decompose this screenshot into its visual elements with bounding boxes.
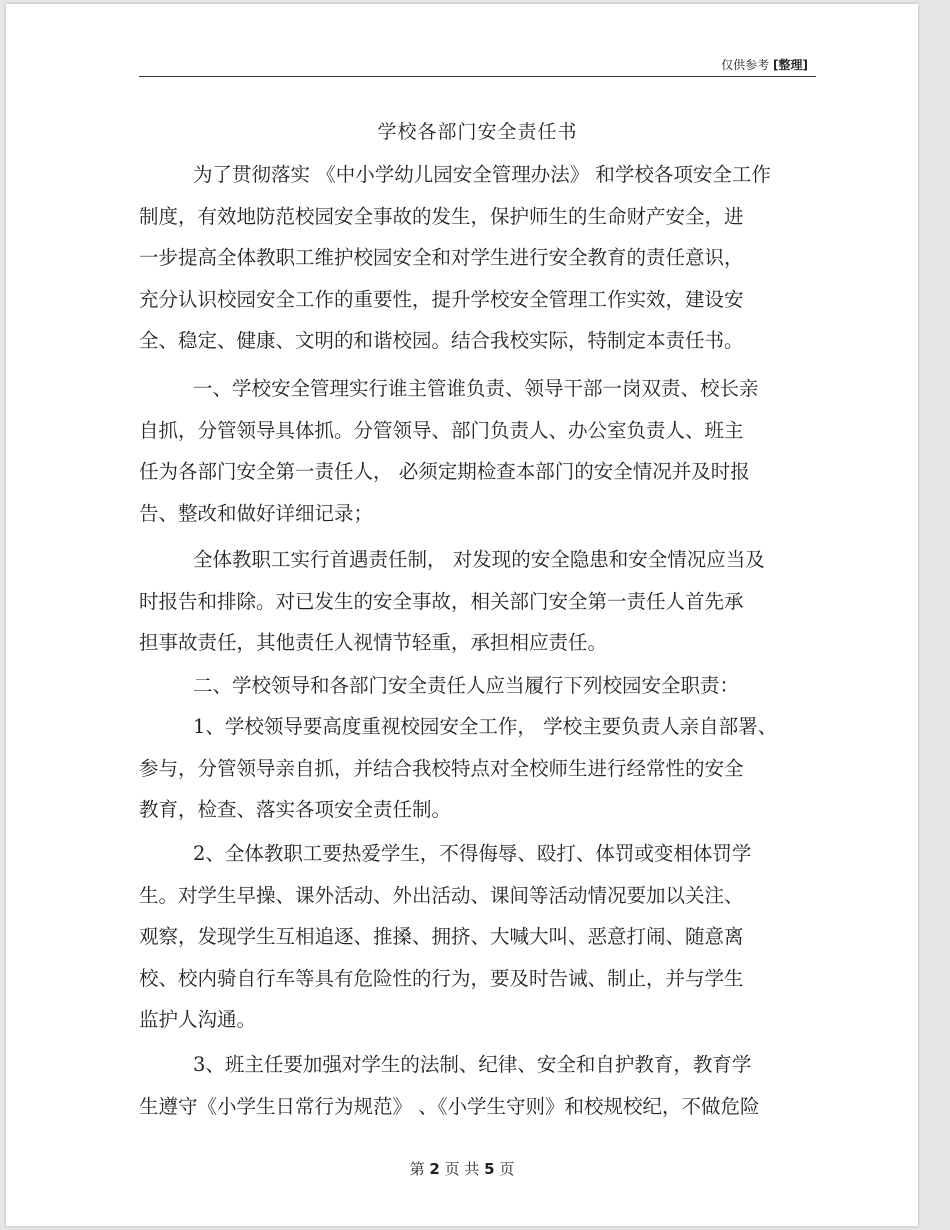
footer-middle: 页 共 bbox=[444, 1160, 480, 1178]
paragraph-line: 生。对学生早操、课外活动、外出活动、课间等活动情况要加以关注、 bbox=[139, 883, 744, 907]
paragraph-line: 时报告和排除。对已发生的安全事故，相关部门安全第一责任人首先承 bbox=[139, 589, 744, 613]
paragraph-line: 一、学校安全管理实行谁主管谁负责、领导干部一岗双责、校长亲 bbox=[193, 377, 759, 400]
paragraph-first-responder bbox=[139, 539, 765, 664]
paragraph-section-1 bbox=[139, 368, 759, 534]
paragraph-line: 3、班主任要加强对学生的法制、纪律、安全和自护教育，教育学 bbox=[193, 1053, 752, 1076]
header-note-text: 仅供参考 bbox=[721, 58, 770, 72]
footer-prefix: 第 bbox=[409, 1160, 425, 1178]
paragraph-line: 教育，检查、落实各项安全责任制。 bbox=[139, 798, 452, 821]
paragraph-item-1 bbox=[139, 706, 777, 831]
paragraph-intro bbox=[139, 154, 771, 362]
paragraph-line: 全体教职工实行首遇责任制， 对发现的安全隐患和安全情况应当及 bbox=[193, 548, 765, 571]
paragraph-line: 监护人沟通。 bbox=[139, 1008, 257, 1031]
document-page bbox=[6, 4, 918, 1226]
paragraph-item-2 bbox=[139, 833, 751, 1041]
header-divider bbox=[139, 76, 816, 77]
paragraph-line: 校、校内骑自行车等具有危险性的行为，要及时告诫、制止，并与学生 bbox=[139, 966, 744, 990]
paragraph-line: 制度，有效地防范校园安全事故的发生，保护师生的生命财产安全，进 bbox=[139, 204, 744, 228]
paragraph-line: 告、整改和做好详细记录； bbox=[139, 501, 374, 525]
footer-suffix: 页 bbox=[499, 1160, 515, 1178]
paragraph-line: 观察，发现学生互相追逐、推搡、拥挤、大喊大叫、恶意打闹、随意离 bbox=[139, 925, 744, 948]
paragraph-line: 担事故责任，其他责任人视情节轻重，承担相应责任。 bbox=[139, 631, 608, 654]
paragraph-line: 充分认识校园安全工作的重要性，提升学校安全管理工作实效，建设安 bbox=[139, 287, 744, 311]
footer-total-pages: 5 bbox=[484, 1160, 495, 1178]
paragraph-line: 为了贯彻落实 《中小学幼儿园安全管理办法》 和学校各项安全工作 bbox=[193, 163, 771, 186]
paragraph-line: 任为各部门安全第一责任人， 必须定期检查本部门的安全情况并及时报 bbox=[139, 460, 750, 483]
paragraph-line: 一步提高全体教职工维护校园安全和对学生进行安全教育的责任意识， bbox=[139, 246, 744, 269]
paragraph-line: 1、学校领导要高度重视校园安全工作， 学校主要负责人亲自部署、 bbox=[193, 715, 778, 738]
paragraph-line: 二、学校领导和各部门安全责任人应当履行下列校园安全职责： bbox=[193, 674, 740, 697]
paragraph-item-3 bbox=[139, 1044, 759, 1127]
page-footer bbox=[6, 1158, 918, 1179]
document-title: 学校各部门安全责任书 bbox=[377, 121, 578, 143]
paragraph-line: 全、稳定、健康、文明的和谐校园。结合我校实际，特制定本责任书。 bbox=[139, 329, 744, 352]
paragraph-line: 生遵守《小学生日常行为规范》 、《小学生守则》和校规校纪，不做危险 bbox=[139, 1094, 760, 1118]
paragraph-line: 参与，分管领导亲自抓，并结合我校特点对全校师生进行经常性的安全 bbox=[139, 756, 744, 780]
header-note-bracket: [整理] bbox=[773, 58, 808, 72]
paragraph-section-2 bbox=[139, 665, 739, 707]
footer-current-page: 2 bbox=[429, 1160, 440, 1178]
header-note bbox=[721, 56, 808, 73]
paragraph-line: 自抓，分管领导具体抓。分管领导、部门负责人、办公室负责人、班主 bbox=[139, 418, 744, 442]
paragraph-line: 2、全体教职工要热爱学生，不得侮辱、殴打、体罚或变相体罚学 bbox=[193, 842, 752, 865]
